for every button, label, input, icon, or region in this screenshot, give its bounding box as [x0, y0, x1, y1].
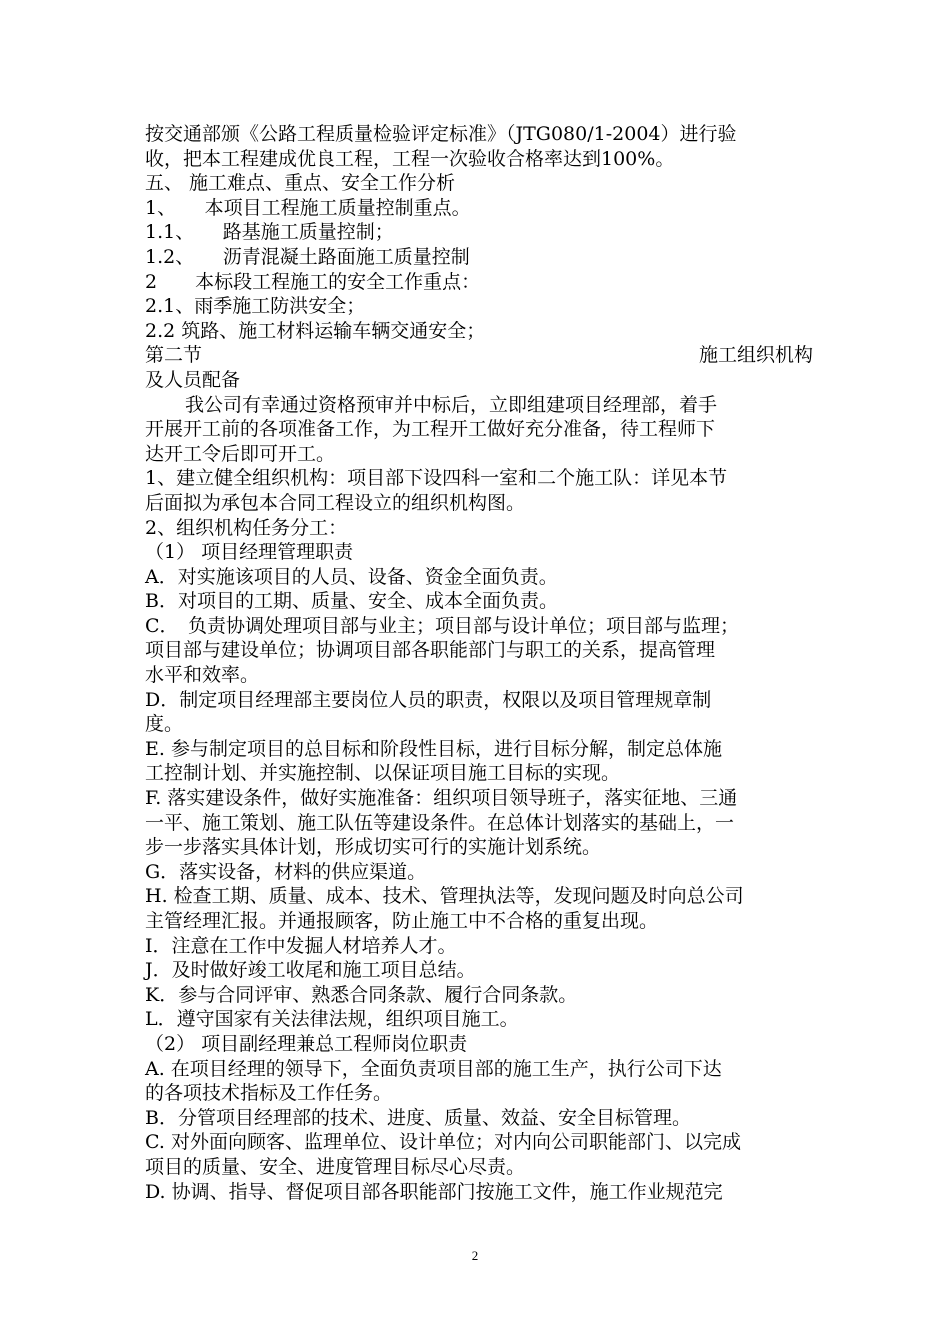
heading-5: 五、 施工难点、重点、安全工作分析: [145, 172, 456, 195]
text-line: 一平、施工策划、施工队伍等建设条件。在总体计划落实的基础上，一: [145, 811, 735, 834]
list-item: F. 落实建设条件，做好实施准备：组织项目领导班子，落实征地、三通: [145, 787, 738, 810]
text-line: 2、组织机构任务分工：: [145, 516, 348, 539]
list-item: D．制定项目经理部主要岗位人员的职责，权限以及项目管理规章制: [145, 688, 712, 711]
section-title: 施工组织机构: [698, 344, 813, 367]
list-item: J．及时做好竣工收尾和施工项目总结。: [145, 959, 476, 982]
text-line: 1.1、 路基施工质量控制；: [145, 221, 394, 244]
text-line: 2 本标段工程施工的安全工作重点：: [145, 270, 481, 293]
list-item: E. 参与制定项目的总目标和阶段性目标，进行目标分解，制定总体施: [145, 737, 722, 760]
list-item: L．遵守国家有关法律法规，组织项目施工。: [145, 1008, 519, 1031]
text-line: 按交通部颁《公路工程质量检验评定标准》（JTG080/1-2004）进行验: [145, 123, 737, 145]
text-line: 项目部与建设单位；协调项目部各职能部门与职工的关系，提高管理: [145, 639, 716, 662]
list-item: K．参与合同评审、熟悉合同条款、履行合同条款。: [145, 983, 578, 1006]
body-text: [145, 122, 813, 1204]
text-line: 达开工令后即可开工。: [145, 442, 336, 465]
list-item: I．注意在工作中发掘人材培养人才。: [145, 934, 457, 957]
text-line: 1、 本项目工程施工质量控制重点。: [145, 196, 471, 219]
text-line: 1.2、 沥青混凝土路面施工质量控制: [145, 245, 470, 268]
text-line: 2.2 筑路、施工材料运输车辆交通安全；: [145, 319, 486, 342]
text-line: 开展开工前的各项准备工作，为工程开工做好充分准备，待工程师下: [145, 418, 716, 441]
list-item: A. 在项目经理的领导下，全面负责项目部的施工生产，执行公司下达: [145, 1057, 722, 1080]
text-line: 步一步落实具体计划，形成切实可行的实施计划系统。: [145, 836, 602, 859]
section-title-cont: 及人员配备: [145, 368, 241, 391]
list-item: B．对项目的工期、质量、安全、成本全面负责。: [145, 590, 558, 613]
text-line: 水平和效率。: [145, 664, 260, 687]
text-line: 2.1、雨季施工防洪安全；: [145, 295, 366, 318]
list-item: D. 协调、指导、督促项目部各职能部门按施工文件，施工作业规范完: [145, 1180, 723, 1203]
text-line: 工控制计划、并实施控制、以保证项目施工目标的实现。: [145, 762, 621, 785]
list-item: B．分管项目经理部的技术、进度、质量、效益、安全目标管理。: [145, 1106, 691, 1129]
section-number: 第二节: [145, 344, 203, 367]
list-item: A．对实施该项目的人员、设备、资金全面负责。: [145, 565, 558, 588]
text-line: 度。: [145, 713, 184, 736]
page-number: 2: [471, 1248, 479, 1263]
text-line: 后面拟为承包本合同工程设立的组织机构图。: [145, 491, 526, 514]
text-line: 项目的质量、安全、进度管理目标尽心尽责。: [145, 1155, 526, 1178]
list-item: C. 对外面向顾客、监理单位、设计单位；对内向公司职能部门、以完成: [145, 1131, 741, 1154]
subheading: （1） 项目经理管理职责: [145, 541, 354, 564]
list-item: G．落实设备，材料的供应渠道。: [145, 860, 427, 883]
text-line: 收，把本工程建成优良工程，工程一次验收合格率达到100%。: [145, 147, 675, 170]
section-heading: [145, 343, 813, 368]
text-line: 1、建立健全组织机构：项目部下设四科一室和二个施工队：详见本节: [145, 467, 728, 490]
list-item: C． 负责协调处理项目部与业主；项目部与设计单位；项目部与监理；: [145, 614, 740, 637]
subheading: （2） 项目副经理兼总工程师岗位职责: [145, 1032, 468, 1055]
text-line: 主管经理汇报。并通报顾客，防止施工中不合格的重复出现。: [145, 910, 659, 932]
text-line: 的各项技术指标及工作任务。: [145, 1082, 393, 1105]
paragraph-first-line: 我公司有幸通过资格预审并中标后，立即组建项目经理部，着手: [185, 393, 718, 416]
list-item: H. 检查工期、质量、成本、技术、管理执法等，发现问题及时向总公司: [145, 885, 744, 908]
